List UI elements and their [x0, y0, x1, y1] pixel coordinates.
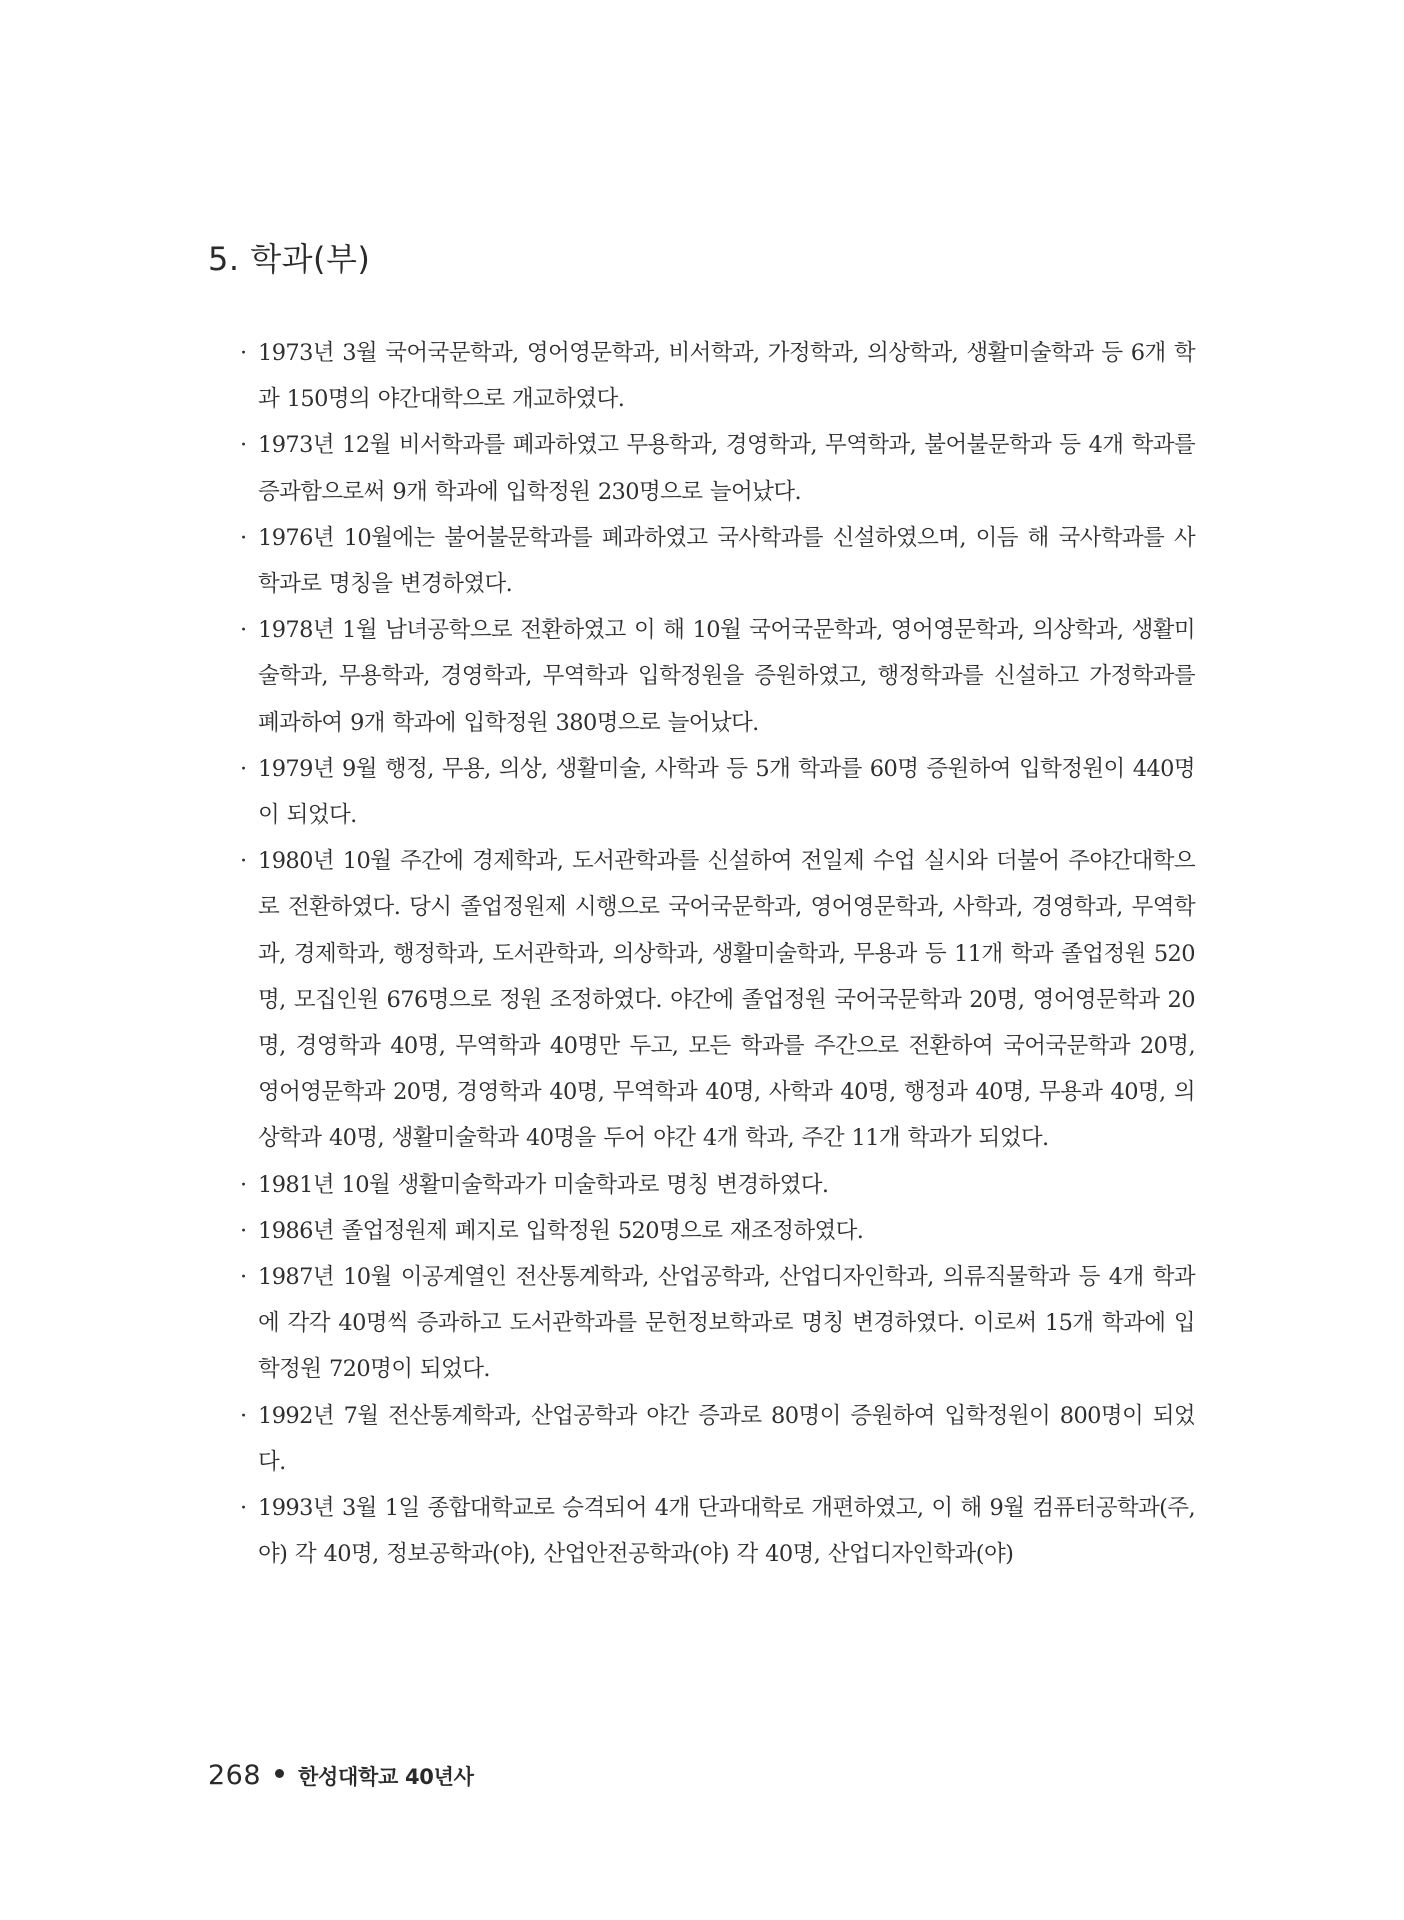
bullet-icon: ·	[240, 1217, 247, 1244]
entry-text: 1992년 7월 전산통계학과, 산업공학과 야간 증과로 80명이 증원하여 입학정원이 800명이 되었다.	[258, 1402, 1195, 1475]
entry-text: 1981년 10월 생활미술학과가 미술학과로 명칭 변경하였다.	[258, 1171, 829, 1198]
bullet-icon: ·	[240, 1495, 247, 1522]
bullet-icon: ·	[240, 340, 247, 366]
entry-text: 1980년 10월 주간에 경제학과, 도서관학과를 신설하여 전일제 수업 실시와 더불어 주야간대학으로 전환하였다. 당시 졸업정원제 시행으로 국어국문학과, 영어영문학과, 사학과, 경영학과, 무역학과, 경제학과, 행정학과, 도서관학과, 의상학과, 생활미술학과, 무용과 등 11개 학과 졸업정원 520명, 모집인원 676명으로 정원 조정하였다. 야간에 졸업정원 국어국문학과 20명, 영어영문학과 20명, 경영학과 40명, 무역학과 40명만 두고, 모든 학과를 주간으로 전환하여 국어국문학과 20명, 영어영문학과 20명, 경영학과 40명, 무역학과 40명, 사학과 40명, 행정과 40명, 무용과 40명, 의상학과 40명, 생활미술학과 40명을 두어 야간 4개 학과, 주간 11개 학과가 되었다.	[258, 848, 1195, 1152]
history-entry	[240, 746, 1195, 838]
bullet-icon: ·	[240, 1171, 247, 1198]
entry-text: 1987년 10월 이공계열인 전산통계학과, 산업공학과, 산업디자인학과, 의류직물학과 등 4개 학과에 각각 40명씩 증과하고 도서관학과를 문헌정보학과로 명칭 변경하였다. 이로써 15개 학과에 입학정원 720명이 되었다.	[258, 1264, 1195, 1383]
history-entry	[240, 607, 1195, 746]
history-entry	[240, 330, 1195, 422]
separator-dot-icon	[275, 1769, 284, 1778]
history-entry	[240, 422, 1195, 514]
bullet-icon: ·	[240, 1264, 247, 1291]
page-number: 268	[208, 1760, 262, 1791]
history-entry	[240, 1393, 1195, 1485]
entry-text: 1986년 졸업정원제 폐지로 입학정원 520명으로 재조정하였다.	[258, 1217, 864, 1244]
history-entry	[240, 1254, 1195, 1393]
entry-text: 1993년 3월 1일 종합대학교로 승격되어 4개 단과대학로 개편하였고, 이 해 9월 컴퓨터공학과(주,야) 각 40명, 정보공학과(야), 산업안전공학과(야) 각 40명, 산업디자인학과(야)	[258, 1495, 1195, 1568]
history-entry	[240, 515, 1195, 607]
history-entry	[240, 838, 1195, 1161]
running-title: 한성대학교 40년사	[298, 1765, 474, 1789]
history-entry-list	[240, 330, 1195, 1577]
page-footer	[208, 1760, 474, 1791]
bullet-icon: ·	[240, 755, 247, 782]
bullet-icon: ·	[240, 524, 247, 551]
entry-text: 1973년 12월 비서학과를 폐과하였고 무용학과, 경영학과, 무역학과, 불어불문학과 등 4개 학과를 증과함으로써 9개 학과에 입학정원 230명으로 늘어났다.	[258, 432, 1195, 505]
bullet-icon: ·	[240, 1402, 247, 1429]
entry-text: 1973년 3월 국어국문학과, 영어영문학과, 비서학과, 가정학과, 의상학과, 생활미술학과 등 6개 학과 150명의 야간대학으로 개교하였다.	[258, 340, 1195, 413]
history-entry	[240, 1162, 1195, 1208]
bullet-icon: ·	[240, 432, 247, 459]
entry-text: 1978년 1월 남녀공학으로 전환하였고 이 해 10월 국어국문학과, 영어영문학과, 의상학과, 생활미술학과, 무용학과, 경영학과, 무역학과 입학정원을 증원하였고, 행정학과를 신설하고 가정학과를 폐과하여 9개 학과에 입학정원 380명으로 늘어났다.	[258, 617, 1195, 736]
entry-text: 1979년 9월 행정, 무용, 의상, 생활미술, 사학과 등 5개 학과를 60명 증원하여 입학정원이 440명이 되었다.	[258, 755, 1195, 829]
section-heading: 5. 학과(부)	[208, 240, 371, 278]
entry-text: 1976년 10월에는 불어불문학과를 폐과하였고 국사학과를 신설하였으며, 이듬 해 국사학과를 사학과로 명칭을 변경하였다.	[258, 524, 1195, 598]
history-entry	[240, 1485, 1195, 1577]
bullet-icon: ·	[240, 617, 247, 644]
bullet-icon: ·	[240, 848, 247, 875]
history-entry	[240, 1208, 1195, 1254]
